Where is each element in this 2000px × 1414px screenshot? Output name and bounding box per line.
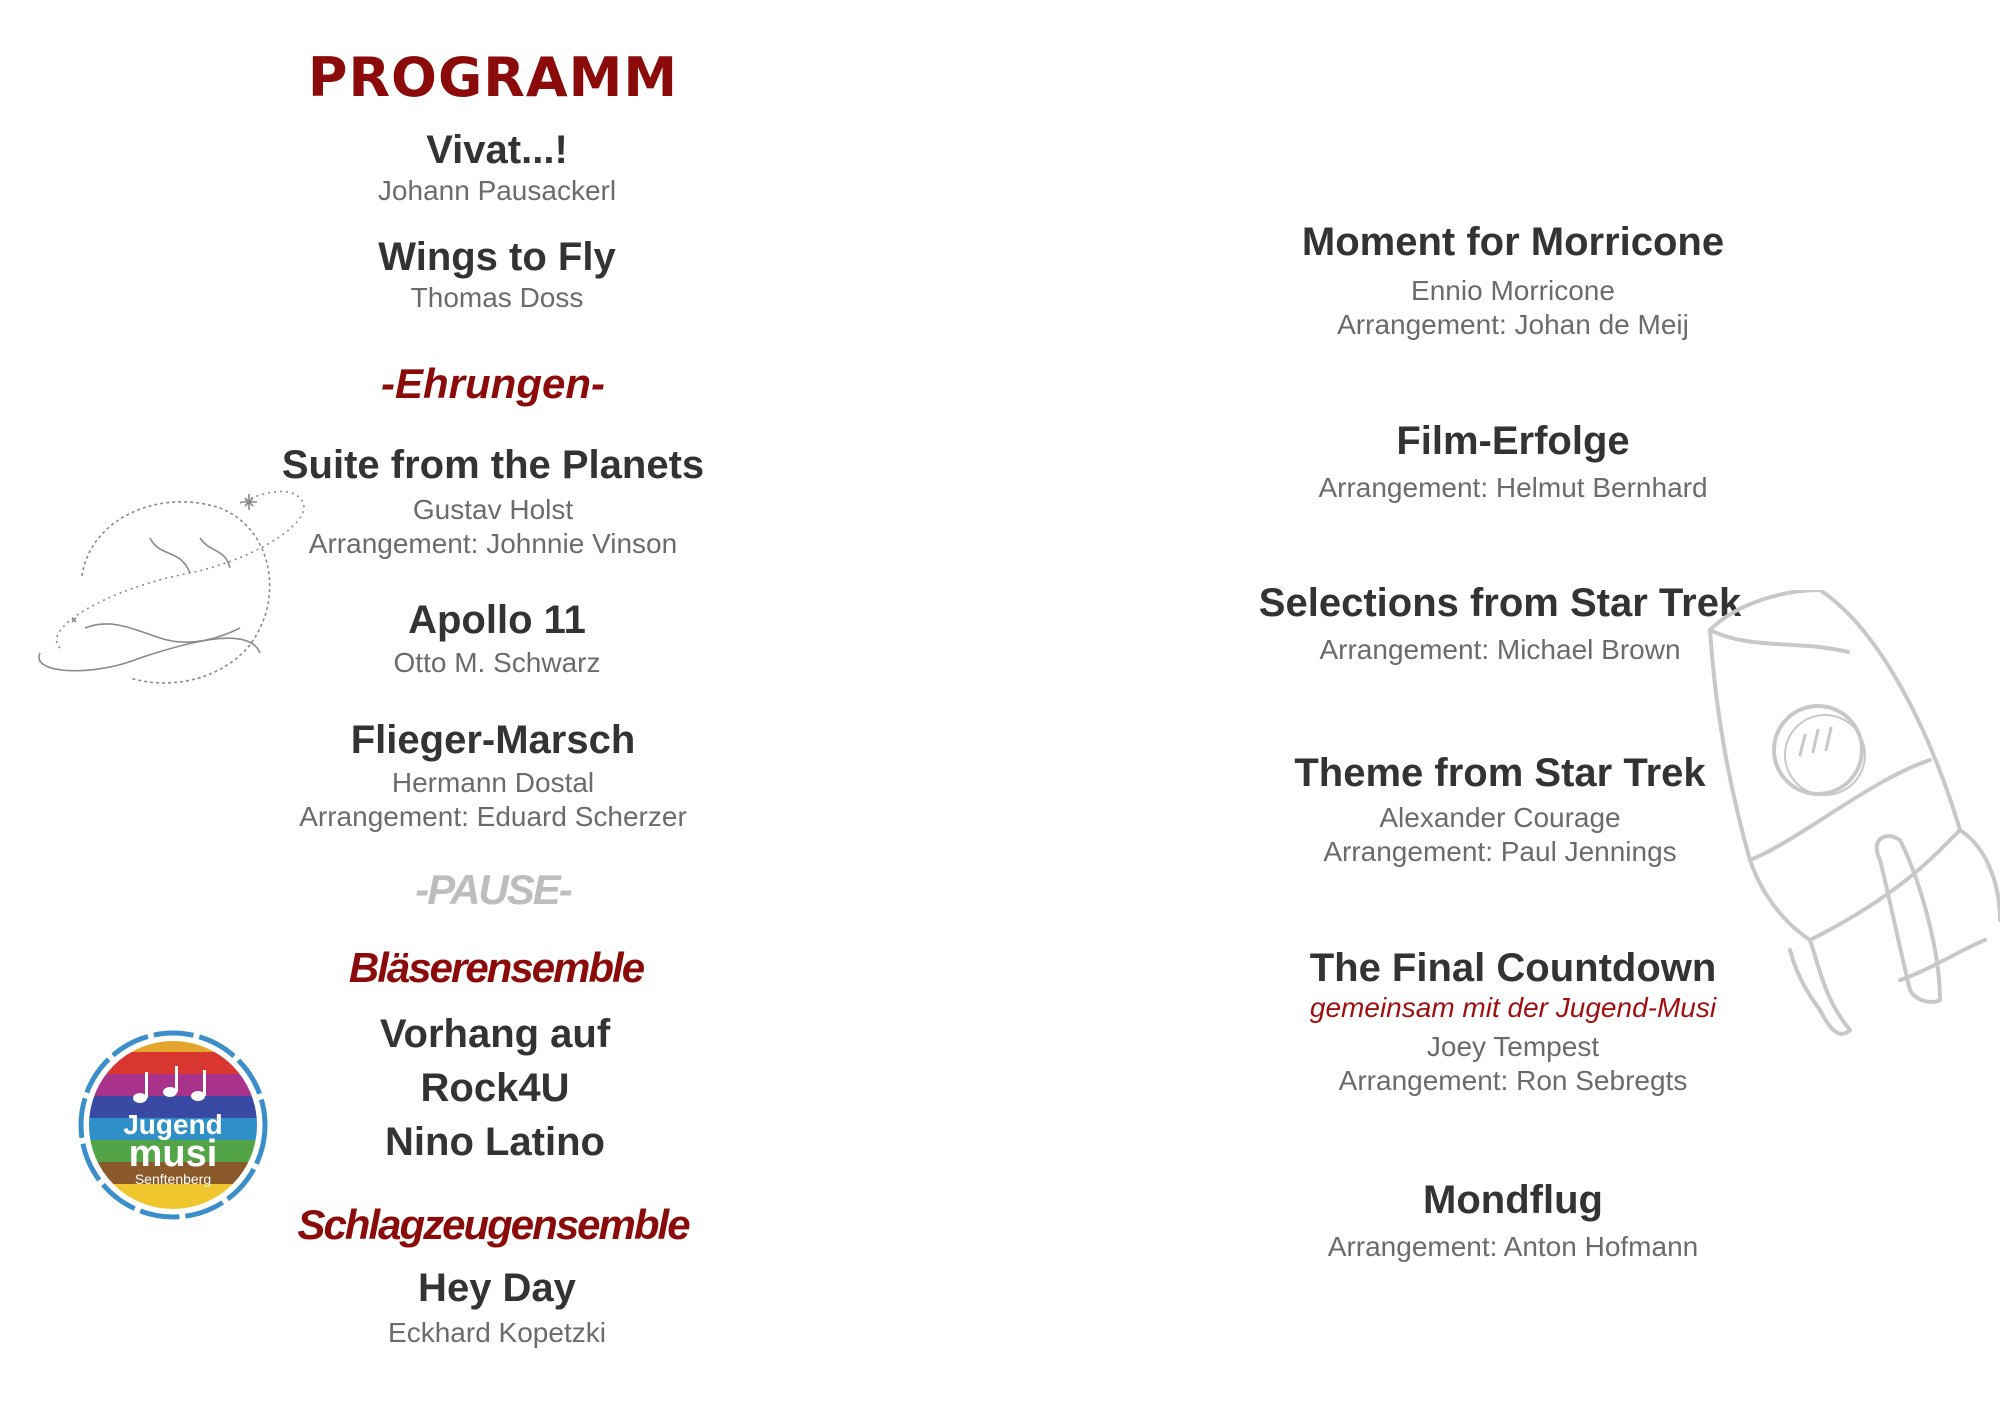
program-item-selections-star-trek — [1259, 579, 1741, 667]
piece-title: The Final Countdown — [1309, 946, 1717, 990]
program-heading: PROGRAMM — [307, 46, 679, 109]
program-item-film-erfolge — [1318, 417, 1707, 505]
honors-label: -Ehrungen- — [381, 360, 605, 407]
program-item-theme-star-trek — [1294, 749, 1705, 869]
logo-text-jugend: Jugend — [123, 1109, 223, 1140]
piece-composer: Thomas Doss — [410, 282, 584, 313]
piece-arranger: Arrangement: Eduard Scherzer — [299, 801, 687, 833]
program-item-flieger-marsch — [299, 716, 687, 834]
piece-title: Hey Day — [418, 1266, 576, 1310]
piece-title: Film-Erfolge — [1396, 419, 1630, 463]
piece-arranger: Arrangement: Johan de Meij — [1337, 309, 1689, 341]
piece-title: Wings to Fly — [378, 235, 616, 279]
piece-composer: Otto M. Schwarz — [393, 647, 601, 678]
piece-title: Vivat...! — [426, 128, 568, 172]
program-item-mondflug — [1328, 1176, 1698, 1264]
pause-label: -PAUSE- — [415, 866, 571, 913]
piece-title: Moment for Morricone — [1301, 220, 1725, 264]
piece-composer: Hermann Dostal — [391, 767, 595, 798]
piece-composer: Eckhard Kopetzki — [388, 1317, 606, 1348]
piece-composer: Gustav Holst — [412, 494, 574, 525]
piece-arranger: Arrangement: Johnnie Vinson — [308, 528, 678, 560]
rocket-sketch-icon — [1700, 590, 2000, 1060]
percussion-ensemble-label: Schlagzeugensemble — [297, 1201, 689, 1248]
piece-composer: Ennio Morricone — [1411, 275, 1615, 306]
piece-arranger: Arrangement: Paul Jennings — [1323, 836, 1677, 868]
program-item-apollo-11 — [394, 596, 601, 680]
program-item-vivat — [378, 126, 616, 208]
piece-title: Apollo 11 — [408, 598, 586, 642]
piece-composer: Joey Tempest — [1426, 1031, 1600, 1062]
jugend-musi-logo-icon — [78, 1030, 268, 1220]
program-item-hey-day — [388, 1264, 606, 1350]
piece-title: Theme from Star Trek — [1294, 751, 1706, 795]
piece-title: Vorhang auf — [379, 1012, 611, 1056]
logo-text-musi: musi — [128, 1133, 218, 1175]
piece-arranger: Arrangement: Michael Brown — [1319, 634, 1681, 665]
brass-ensemble-pieces — [380, 1007, 610, 1169]
piece-title: Nino Latino — [385, 1120, 605, 1164]
piece-title: Rock4U — [420, 1066, 570, 1110]
piece-title: Flieger-Marsch — [350, 718, 636, 762]
piece-title: Mondflug — [1423, 1178, 1603, 1222]
brass-ensemble-label: Bläserensemble — [348, 944, 644, 991]
joint-performance-note: gemeinsam mit der Jugend-Musi — [1309, 992, 1717, 1023]
piece-arranger: Arrangement: Anton Hofmann — [1327, 1231, 1699, 1262]
piece-title: Suite from the Planets — [281, 443, 705, 487]
piece-composer: Alexander Courage — [1379, 802, 1621, 833]
piece-arranger: Arrangement: Ron Sebregts — [1338, 1065, 1688, 1097]
program-item-planets — [282, 441, 704, 561]
program-item-moment-for-morricone — [1302, 218, 1724, 342]
logo-text-senftenberg: Senftenberg — [134, 1171, 212, 1187]
program-item-wings-to-fly — [378, 233, 615, 315]
piece-title: Selections from Star Trek — [1258, 581, 1742, 625]
planet-sketch-icon — [30, 478, 310, 698]
piece-composer: Johann Pausackerl — [377, 175, 617, 206]
piece-arranger: Arrangement: Helmut Bernhard — [1318, 472, 1708, 503]
program-item-final-countdown — [1310, 944, 1717, 1098]
